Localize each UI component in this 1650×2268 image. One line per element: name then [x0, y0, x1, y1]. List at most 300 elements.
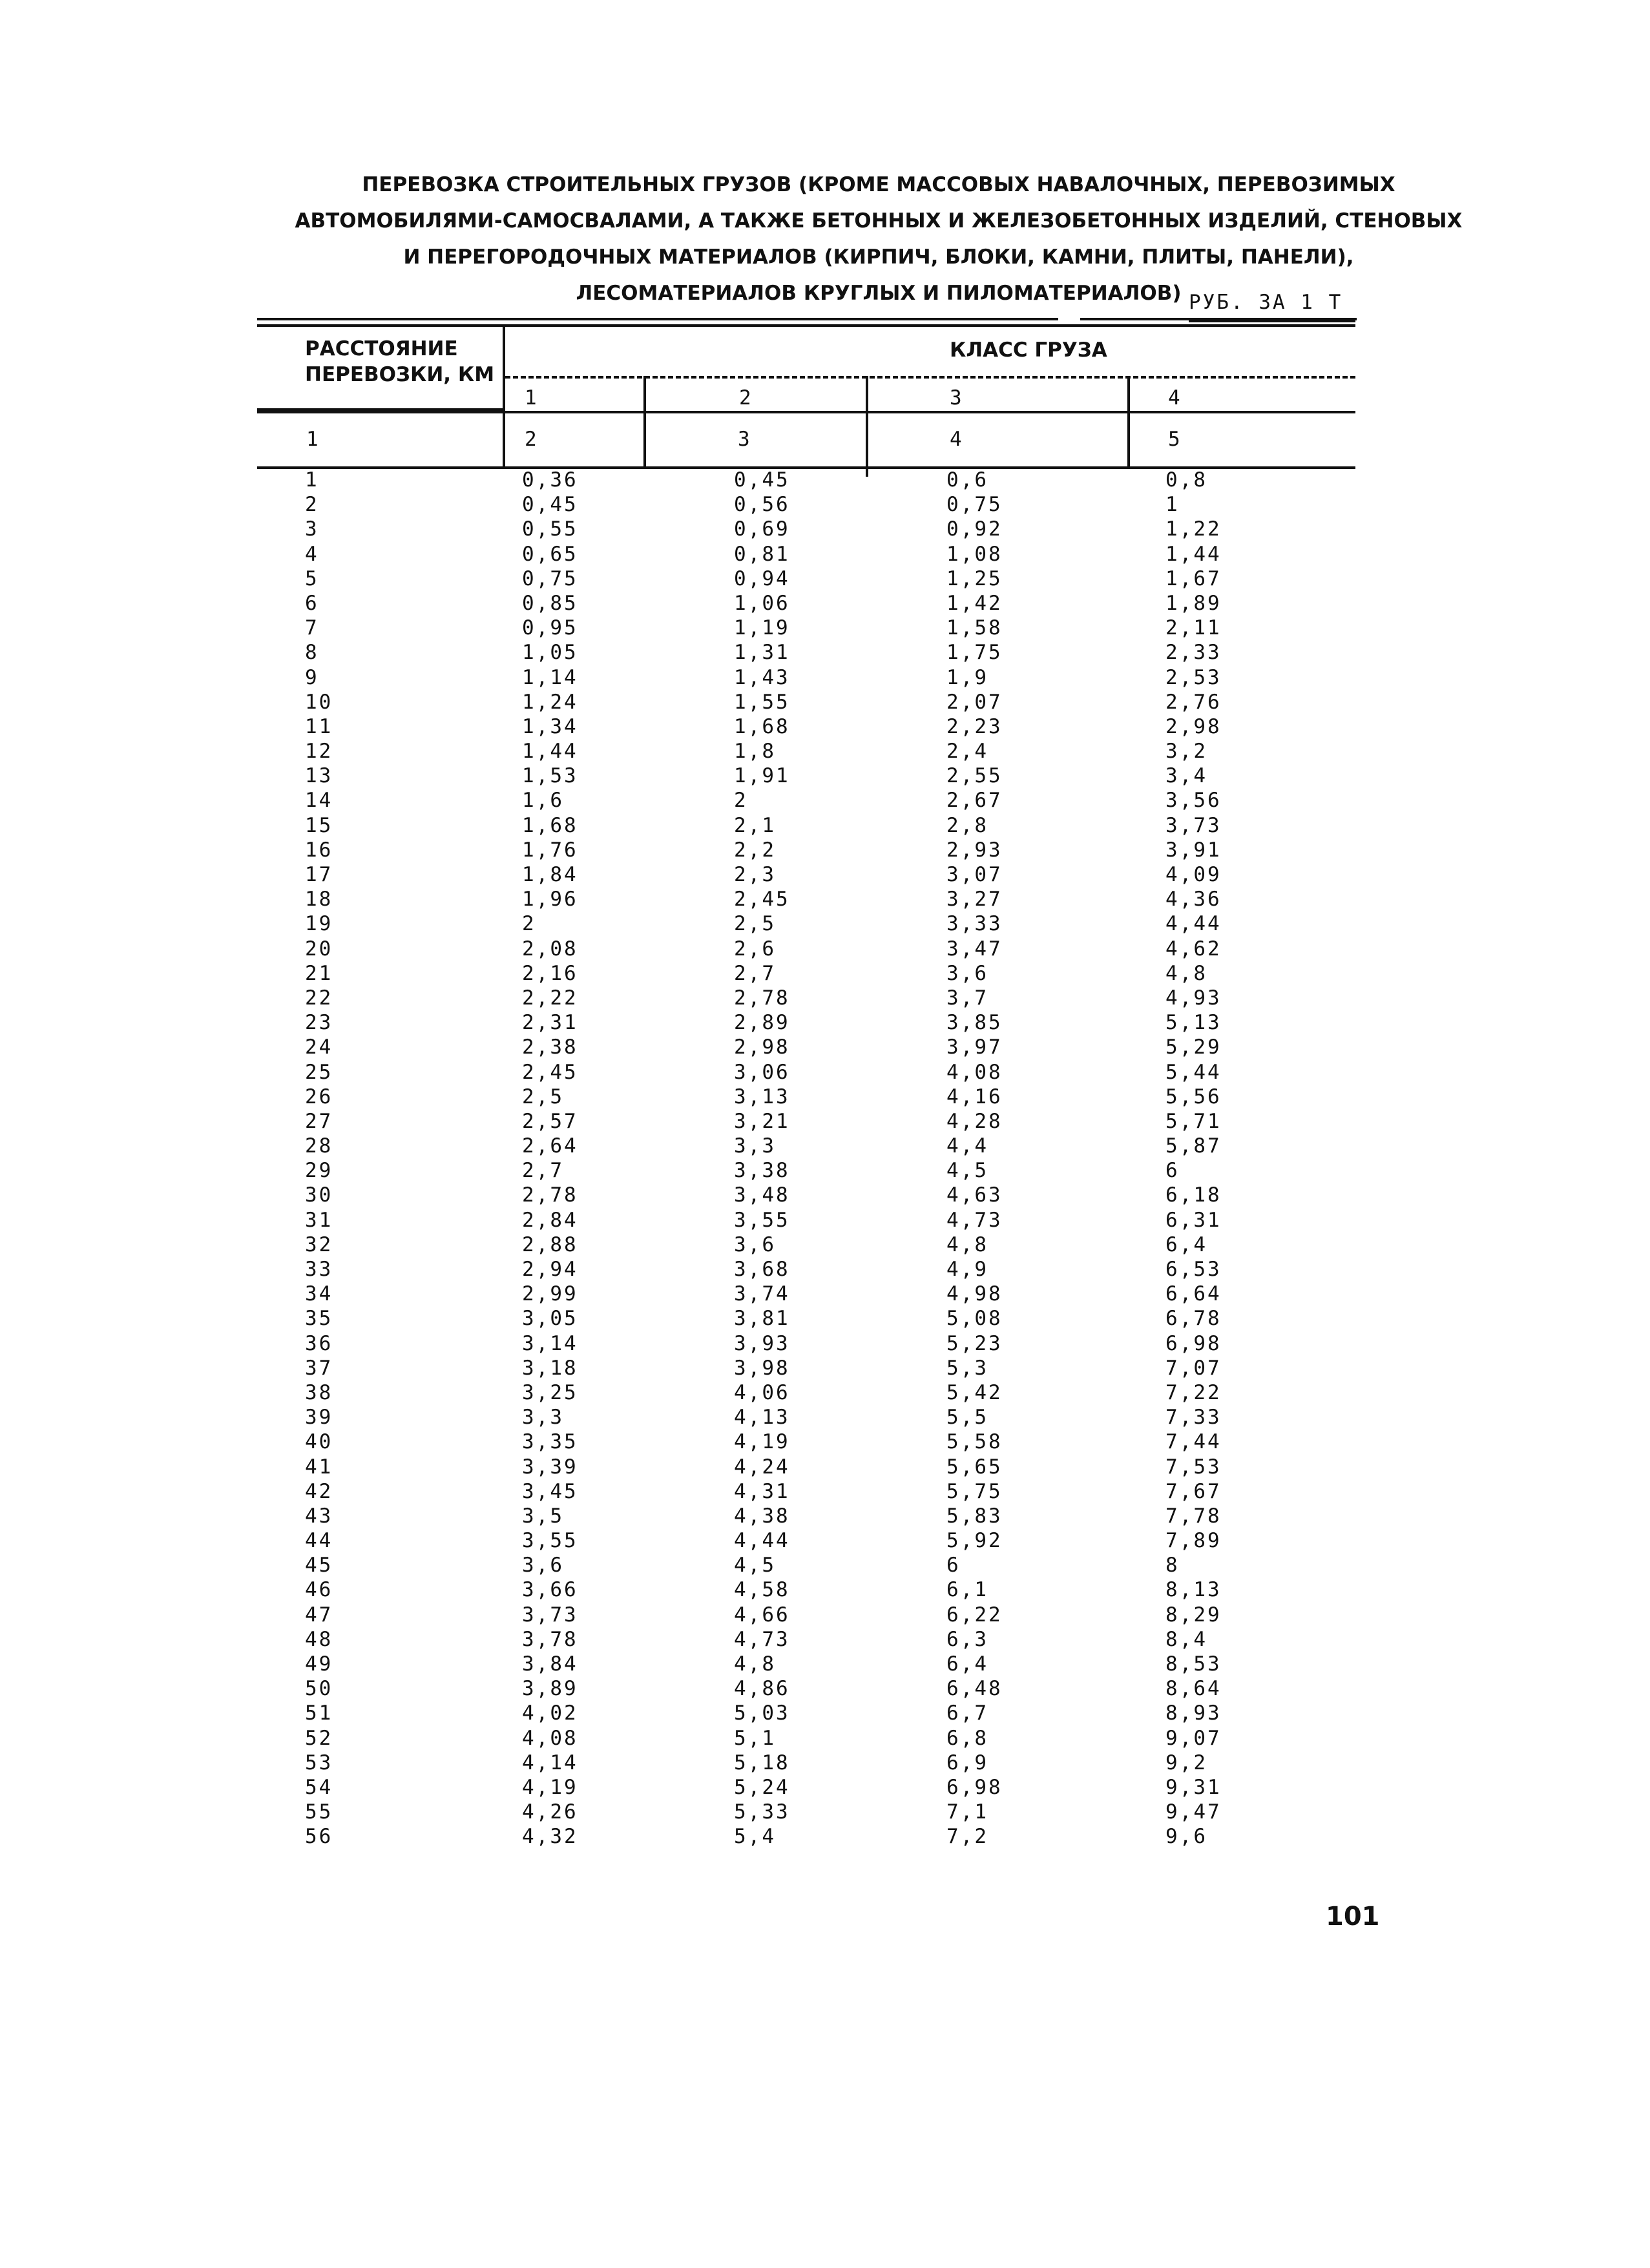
rate-cell: 0,94: [734, 567, 790, 590]
distance-cell: 53: [305, 1751, 333, 1774]
rate-cell: 0,95: [522, 616, 578, 640]
rate-cell: 4,5: [946, 1159, 988, 1183]
rate-cell: 4,93: [1165, 986, 1222, 1010]
rate-cell: 3,6: [734, 1233, 776, 1256]
rate-cell: 8,93: [1165, 1701, 1222, 1725]
rate-cell: 4,8: [946, 1233, 988, 1256]
table-row: [0, 517, 1650, 541]
distance-cell: 45: [305, 1554, 333, 1577]
rate-cell: 3,3: [734, 1134, 776, 1158]
rate-cell: 8: [1165, 1554, 1180, 1577]
rate-cell: 4,36: [1165, 888, 1222, 911]
rate-cell: 7,33: [1165, 1406, 1222, 1430]
rate-cell: 3,7: [946, 986, 988, 1010]
rate-cell: 0,81: [734, 542, 790, 566]
rate-cell: 0,75: [946, 493, 1003, 517]
table-row: [0, 986, 1650, 1010]
rate-cell: 4,32: [522, 1825, 578, 1849]
rate-cell: 3,35: [522, 1430, 578, 1454]
rate-cell: 2,23: [946, 714, 1003, 738]
rate-cell: 4,13: [734, 1406, 790, 1430]
rate-cell: 6,48: [946, 1677, 1003, 1701]
table-row: [0, 937, 1650, 961]
title-line: ЛЕСОМАТЕРИАЛОВ КРУГЛЫХ И ПИЛОМАТЕРИАЛОВ): [576, 282, 1182, 305]
rate-cell: 0,85: [522, 591, 578, 615]
rate-cell: 1,91: [734, 764, 790, 788]
rate-cell: 1,22: [1165, 517, 1222, 541]
table-row: [0, 1726, 1650, 1751]
rate-cell: 3,39: [522, 1455, 578, 1479]
rate-cell: 4,14: [522, 1751, 578, 1774]
rate-cell: 7,89: [1165, 1529, 1222, 1553]
rate-cell: 2,55: [946, 764, 1003, 788]
rate-cell: 1,43: [734, 665, 790, 689]
distance-cell: 12: [305, 740, 333, 764]
rate-cell: 2,67: [946, 789, 1003, 813]
table-row: [0, 1504, 1650, 1528]
rate-cell: 3,78: [522, 1627, 578, 1651]
rate-cell: 5,83: [946, 1504, 1003, 1528]
rate-cell: 5,58: [946, 1430, 1003, 1454]
top-rule-left: [257, 318, 1058, 320]
rate-cell: 6,64: [1165, 1282, 1222, 1306]
rate-cell: 2,31: [522, 1011, 578, 1035]
table-row: [0, 567, 1650, 591]
rate-cell: 1,34: [522, 714, 578, 738]
table-row: [0, 542, 1650, 567]
distance-cell: 44: [305, 1529, 333, 1553]
rate-cell: 1,67: [1165, 567, 1222, 590]
rate-cell: 1,6: [522, 789, 564, 813]
rate-cell: 2,2: [734, 838, 776, 862]
rate-cell: 3,68: [734, 1258, 790, 1281]
column-number: 2: [525, 428, 537, 451]
table-row: [0, 1085, 1650, 1109]
distance-cell: 20: [305, 937, 333, 961]
distance-cell: 52: [305, 1726, 333, 1750]
rate-cell: 4,9: [946, 1258, 988, 1281]
rate-cell: 7,2: [946, 1825, 988, 1849]
rate-cell: 0,36: [522, 468, 578, 492]
rate-cell: 0,45: [522, 493, 578, 517]
distance-cell: 42: [305, 1479, 333, 1503]
rate-cell: 8,4: [1165, 1627, 1207, 1651]
rate-cell: 4,44: [734, 1529, 790, 1553]
table-row: [0, 739, 1650, 764]
rate-cell: 2,76: [1165, 690, 1222, 714]
rate-cell: 6,98: [946, 1775, 1003, 1799]
rate-cell: 5,29: [1165, 1035, 1222, 1059]
class-number: 2: [739, 386, 751, 410]
rate-cell: 6,1: [946, 1578, 988, 1602]
distance-cell: 11: [305, 714, 333, 738]
document-title: [245, 167, 1512, 311]
rate-cell: 1,24: [522, 690, 578, 714]
rate-cell: 3,33: [946, 912, 1003, 936]
class-header-dashed-rule: [505, 376, 1355, 379]
table-body: [0, 468, 1650, 1849]
rate-cell: 5,44: [1165, 1060, 1222, 1084]
rate-cell: 6,7: [946, 1701, 988, 1725]
distance-cell: 16: [305, 838, 333, 862]
rate-cell: 3,56: [1165, 789, 1222, 813]
rate-cell: 3,55: [734, 1208, 790, 1232]
distance-cell: 27: [305, 1109, 333, 1133]
rate-cell: 2,8: [946, 813, 988, 837]
rate-cell: 5,92: [946, 1529, 1003, 1553]
rate-cell: 5,4: [734, 1825, 776, 1849]
rate-cell: 4,73: [734, 1627, 790, 1651]
rate-cell: 4,02: [522, 1701, 578, 1725]
rate-cell: 6,4: [946, 1652, 988, 1676]
distance-cell: 55: [305, 1800, 333, 1824]
rate-cell: 1,25: [946, 567, 1003, 590]
rate-cell: 3,27: [946, 888, 1003, 911]
rate-cell: 3,05: [522, 1307, 578, 1331]
rate-cell: 2,5: [522, 1085, 564, 1108]
page-number: 101: [1326, 1902, 1380, 1931]
table-row: [0, 1455, 1650, 1479]
distance-cell: 33: [305, 1258, 333, 1281]
rate-cell: 4,8: [1165, 961, 1207, 985]
rate-cell: 5,03: [734, 1701, 790, 1725]
rate-cell: 5,87: [1165, 1134, 1222, 1158]
rate-cell: 4,31: [734, 1479, 790, 1503]
class-number: 1: [525, 386, 537, 410]
rate-cell: 3,97: [946, 1035, 1003, 1059]
rate-cell: 2,53: [1165, 665, 1222, 689]
table-row: [0, 813, 1650, 838]
rate-cell: 1,14: [522, 665, 578, 689]
rate-cell: 2,38: [522, 1035, 578, 1059]
rate-cell: 3,45: [522, 1479, 578, 1503]
rate-cell: 5,23: [946, 1331, 1003, 1355]
distance-cell: 39: [305, 1406, 333, 1430]
rate-cell: 3,13: [734, 1085, 790, 1108]
rate-cell: 2,16: [522, 961, 578, 985]
distance-cell: 32: [305, 1233, 333, 1256]
rate-cell: 2,89: [734, 1011, 790, 1035]
rate-cell: 1,42: [946, 591, 1003, 615]
rate-cell: 0,45: [734, 468, 790, 492]
rate-cell: 6,78: [1165, 1307, 1222, 1331]
rate-cell: 3,73: [1165, 813, 1222, 837]
rate-cell: 1,55: [734, 690, 790, 714]
rate-cell: 3,85: [946, 1011, 1003, 1035]
rate-cell: 2,88: [522, 1233, 578, 1256]
distance-cell: 17: [305, 863, 333, 886]
rate-cell: 4,63: [946, 1183, 1003, 1207]
distance-cell: 49: [305, 1652, 333, 1676]
rate-cell: 3,89: [522, 1677, 578, 1701]
distance-cell: 1: [305, 468, 319, 492]
rate-cell: 9,47: [1165, 1800, 1222, 1824]
rate-cell: 3,98: [734, 1356, 790, 1380]
table-row: [0, 591, 1650, 616]
distance-cell: 10: [305, 690, 333, 714]
table-row: [0, 1577, 1650, 1602]
title-line: ПЕРЕВОЗКА СТРОИТЕЛЬНЫХ ГРУЗОВ (КРОМЕ МАССОВЫХ НАВАЛОЧНЫХ, ПЕРЕВОЗИМЫХ: [362, 173, 1395, 196]
table-row: [0, 714, 1650, 739]
distance-cell: 56: [305, 1825, 333, 1849]
distance-cell: 38: [305, 1380, 333, 1404]
rate-cell: 1,05: [522, 641, 578, 665]
table-row: [0, 1479, 1650, 1504]
rate-cell: 4,09: [1165, 863, 1222, 886]
table-row: [0, 1553, 1650, 1577]
distance-cell: 51: [305, 1701, 333, 1725]
rate-cell: 5,5: [946, 1406, 988, 1430]
rate-cell: 6,98: [1165, 1331, 1222, 1355]
table-row: [0, 1800, 1650, 1824]
distance-cell: 15: [305, 813, 333, 837]
table-row: [0, 1306, 1650, 1331]
rate-cell: 5,24: [734, 1775, 790, 1799]
rate-cell: 1,08: [946, 542, 1003, 566]
table-row: [0, 788, 1650, 813]
units-underline: [1189, 320, 1355, 322]
table-row: [0, 1183, 1650, 1207]
table-row: [0, 1380, 1650, 1405]
rate-cell: 6,4: [1165, 1233, 1207, 1256]
table-row: [0, 1282, 1650, 1306]
rate-cell: 6,3: [946, 1627, 988, 1651]
rate-cell: 1,44: [1165, 542, 1222, 566]
rate-cell: 7,44: [1165, 1430, 1222, 1454]
title-line: АВТОМОБИЛЯМИ-САМОСВАЛАМИ, А ТАКЖЕ БЕТОННЫХ И ЖЕЛЕЗОБЕТОННЫХ ИЗДЕЛИЙ, СТЕНОВЫХ: [295, 209, 1463, 233]
table-row: [0, 1701, 1650, 1725]
rate-cell: 1,76: [522, 838, 578, 862]
rate-cell: 2,6: [734, 937, 776, 961]
distance-cell: 24: [305, 1035, 333, 1059]
rate-cell: 4,86: [734, 1677, 790, 1701]
rate-cell: 4,26: [522, 1800, 578, 1824]
rate-cell: 1,68: [522, 813, 578, 837]
table-row: [0, 961, 1650, 986]
distance-cell: 13: [305, 764, 333, 788]
rate-cell: 2,78: [522, 1183, 578, 1207]
table-row: [0, 1405, 1650, 1430]
table-row: [0, 468, 1650, 492]
rate-cell: 1,58: [946, 616, 1003, 640]
table-top-rule: [257, 324, 1355, 327]
header-cargo-class: КЛАСС ГРУЗА: [950, 338, 1107, 362]
rate-cell: 6,9: [946, 1751, 988, 1774]
rate-cell: 1,8: [734, 740, 776, 764]
class-number: 3: [950, 386, 962, 410]
rate-cell: 6,31: [1165, 1208, 1222, 1232]
distance-cell: 26: [305, 1085, 333, 1108]
table-row: [0, 887, 1650, 911]
distance-cell: 5: [305, 567, 319, 590]
table-row: [0, 1356, 1650, 1380]
distance-cell: 4: [305, 542, 319, 566]
rate-cell: 1: [1165, 493, 1180, 517]
rate-cell: 3,07: [946, 863, 1003, 886]
table-row: [0, 1775, 1650, 1800]
rate-cell: 4,08: [946, 1060, 1003, 1084]
rate-cell: 2,3: [734, 863, 776, 886]
rate-cell: 9,31: [1165, 1775, 1222, 1799]
rate-cell: 9,07: [1165, 1726, 1222, 1750]
column-number: 1: [306, 428, 319, 451]
class-divider-2: [866, 376, 868, 477]
rate-cell: 3,3: [522, 1406, 564, 1430]
rate-cell: 6,22: [946, 1603, 1003, 1627]
rate-cell: 4,44: [1165, 912, 1222, 936]
rate-cell: 5,33: [734, 1800, 790, 1824]
rate-cell: 2,45: [734, 888, 790, 911]
distance-cell: 31: [305, 1208, 333, 1232]
table-row: [0, 862, 1650, 887]
rate-cell: 2,5: [734, 912, 776, 936]
distance-cell: 3: [305, 517, 319, 541]
rate-cell: 4,08: [522, 1726, 578, 1750]
rate-cell: 5,18: [734, 1751, 790, 1774]
table-row: [0, 1528, 1650, 1553]
rate-cell: 8,29: [1165, 1603, 1222, 1627]
rate-cell: 4,38: [734, 1504, 790, 1528]
distance-cell: 8: [305, 641, 319, 665]
rate-cell: 4,8: [734, 1652, 776, 1676]
table-row: [0, 1109, 1650, 1134]
rate-cell: 3,38: [734, 1159, 790, 1183]
distance-cell: 40: [305, 1430, 333, 1454]
rate-cell: 3,84: [522, 1652, 578, 1676]
table-row: [0, 1010, 1650, 1035]
table-row: [0, 616, 1650, 640]
table-row: [0, 665, 1650, 690]
rate-cell: 8,13: [1165, 1578, 1222, 1602]
column-number-rule-top: [257, 411, 1355, 413]
rate-cell: 3,81: [734, 1307, 790, 1331]
rate-cell: 2,93: [946, 838, 1003, 862]
rate-cell: 4,62: [1165, 937, 1222, 961]
table-row: [0, 1824, 1650, 1849]
rate-cell: 2,84: [522, 1208, 578, 1232]
table-row: [0, 1430, 1650, 1454]
distance-cell: 29: [305, 1159, 333, 1183]
distance-cell: 7: [305, 616, 319, 640]
rate-cell: 3,2: [1165, 740, 1207, 764]
distance-cell: 43: [305, 1504, 333, 1528]
rate-cell: 7,53: [1165, 1455, 1222, 1479]
table-row: [0, 690, 1650, 714]
table-row: [0, 1676, 1650, 1701]
rate-cell: 7,07: [1165, 1356, 1222, 1380]
distance-cell: 19: [305, 912, 333, 936]
rate-cell: 3,47: [946, 937, 1003, 961]
rate-cell: 5,08: [946, 1307, 1003, 1331]
rate-cell: 3,14: [522, 1331, 578, 1355]
rate-cell: 8,53: [1165, 1652, 1222, 1676]
rate-cell: 3,6: [522, 1554, 564, 1577]
rate-cell: 6,8: [946, 1726, 988, 1750]
rate-cell: 3,06: [734, 1060, 790, 1084]
table-row: [0, 1060, 1650, 1085]
distance-cell: 22: [305, 986, 333, 1010]
rate-cell: 5,65: [946, 1455, 1003, 1479]
rate-cell: 3,74: [734, 1282, 790, 1306]
rate-cell: 2,98: [1165, 714, 1222, 738]
rate-cell: 3,18: [522, 1356, 578, 1380]
rate-cell: 3,93: [734, 1331, 790, 1355]
distance-cell: 30: [305, 1183, 333, 1207]
distance-cell: 21: [305, 961, 333, 985]
rate-cell: 1,31: [734, 641, 790, 665]
distance-cell: 25: [305, 1060, 333, 1084]
column-number: 3: [738, 428, 750, 451]
distance-cell: 46: [305, 1578, 333, 1602]
rate-cell: 3,48: [734, 1183, 790, 1207]
table-row: [0, 640, 1650, 665]
rate-cell: 3,73: [522, 1603, 578, 1627]
rate-cell: 2,11: [1165, 616, 1222, 640]
rate-cell: 2,22: [522, 986, 578, 1010]
rate-cell: 0,92: [946, 517, 1003, 541]
class-divider-1: [643, 376, 646, 468]
rate-cell: 2,78: [734, 986, 790, 1010]
rate-cell: 3,91: [1165, 838, 1222, 862]
rate-cell: 2,57: [522, 1109, 578, 1133]
rate-cell: 1,53: [522, 764, 578, 788]
rate-cell: 4,28: [946, 1109, 1003, 1133]
rate-cell: 1,89: [1165, 591, 1222, 615]
rate-cell: 5,71: [1165, 1109, 1222, 1133]
rate-cell: 0,69: [734, 517, 790, 541]
rate-cell: 4,58: [734, 1578, 790, 1602]
rate-cell: 1,06: [734, 591, 790, 615]
rate-cell: 5,13: [1165, 1011, 1222, 1035]
header-distance-line1: РАССТОЯНИЕ: [305, 337, 458, 360]
rate-cell: 3,4: [1165, 764, 1207, 788]
rate-cell: 1,68: [734, 714, 790, 738]
table-row: [0, 764, 1650, 788]
distance-cell: 35: [305, 1307, 333, 1331]
rate-cell: 7,67: [1165, 1479, 1222, 1503]
class-number: 4: [1168, 386, 1180, 410]
rate-cell: 7,22: [1165, 1380, 1222, 1404]
column-number: 4: [950, 428, 962, 451]
distance-cell: 23: [305, 1011, 333, 1035]
rate-cell: 2: [734, 789, 748, 813]
rate-cell: 3,55: [522, 1529, 578, 1553]
table-row: [0, 1751, 1650, 1775]
rate-cell: 2,1: [734, 813, 776, 837]
rate-cell: 3,6: [946, 961, 988, 985]
rate-cell: 3,25: [522, 1380, 578, 1404]
header-divider-main: [503, 324, 505, 468]
table-row: [0, 492, 1650, 517]
rate-cell: 5,75: [946, 1479, 1003, 1503]
distance-cell: 37: [305, 1356, 333, 1380]
rate-cell: 0,65: [522, 542, 578, 566]
table-row: [0, 1257, 1650, 1282]
rate-cell: 0,8: [1165, 468, 1207, 492]
rate-cell: 2,98: [734, 1035, 790, 1059]
distance-cell: 48: [305, 1627, 333, 1651]
rate-cell: 2,33: [1165, 641, 1222, 665]
distance-cell: 28: [305, 1134, 333, 1158]
table-row: [0, 1035, 1650, 1059]
rate-cell: 2,94: [522, 1258, 578, 1281]
distance-cell: 34: [305, 1282, 333, 1306]
table-row: [0, 838, 1650, 862]
table-row: [0, 1158, 1650, 1183]
rate-cell: 1,75: [946, 641, 1003, 665]
table-row: [0, 911, 1650, 936]
rate-cell: 4,19: [522, 1775, 578, 1799]
